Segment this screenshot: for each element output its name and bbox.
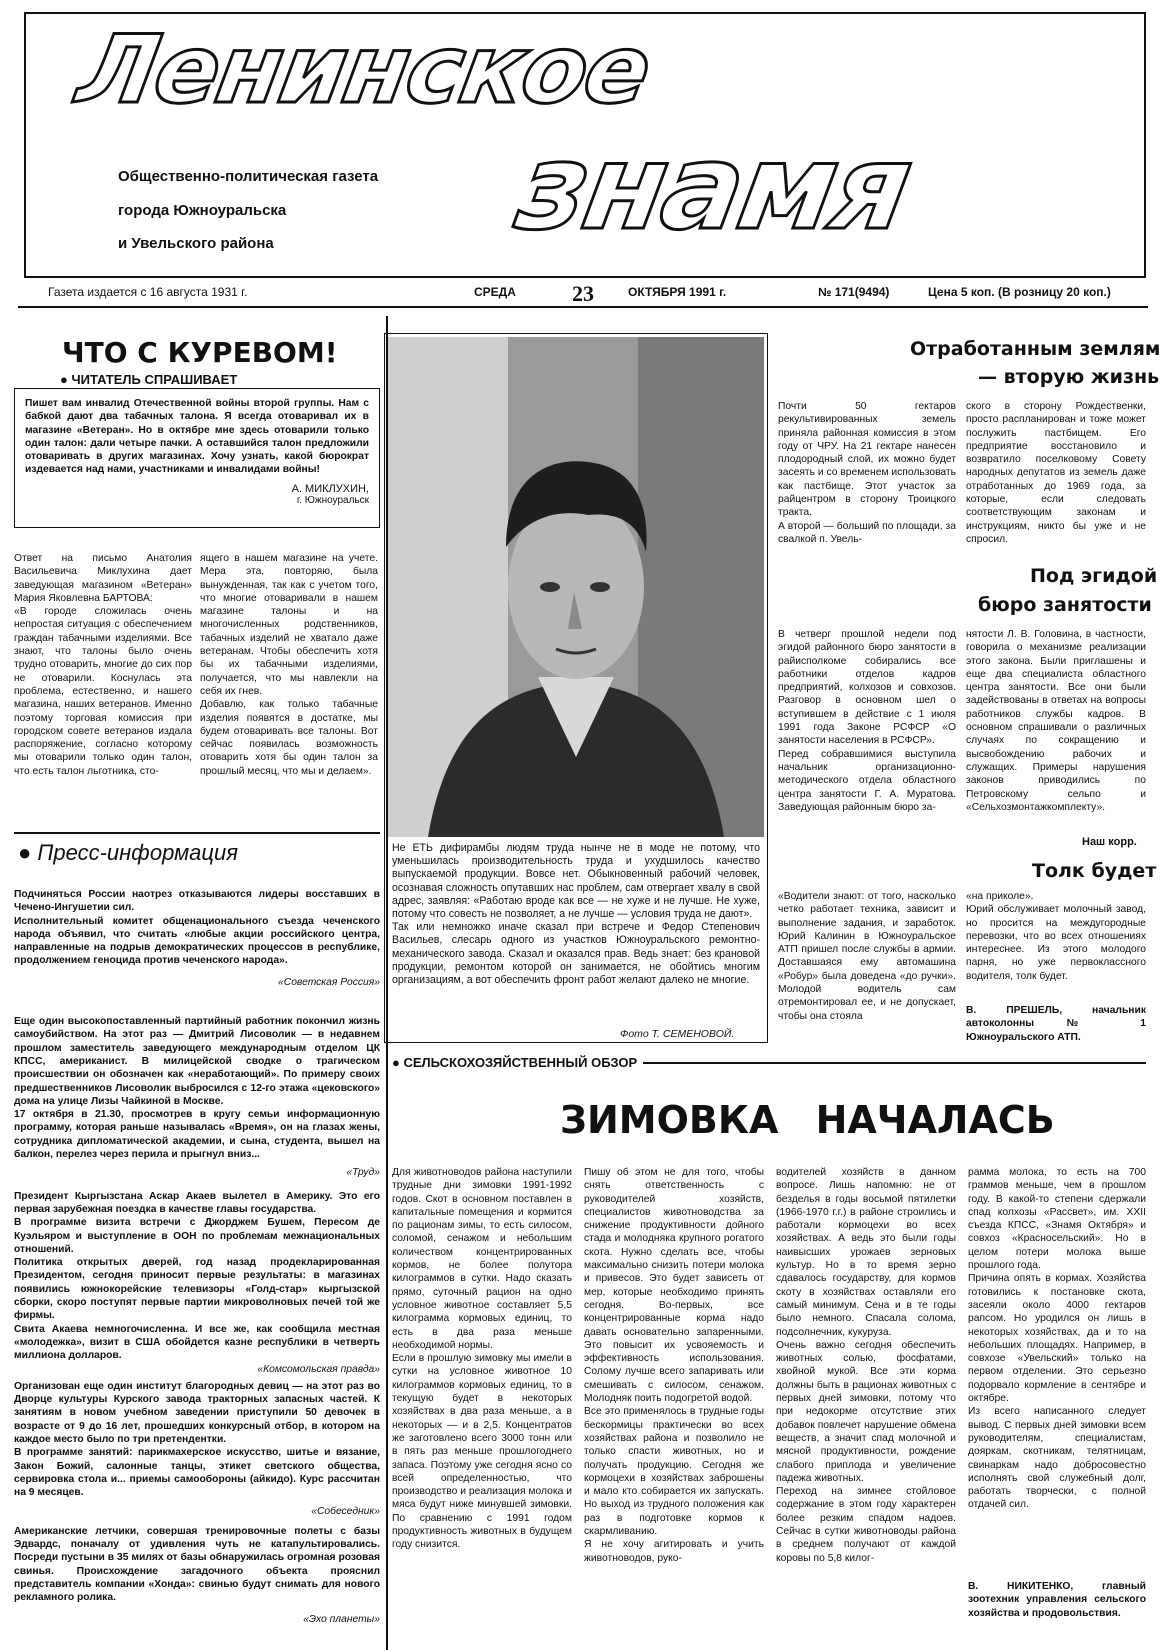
wintering-col4: рамма молока, то есть на 700 граммов меньше, чем в прошлом году. В какой-то степени сдержали спад колхозы «Рассвет», им. XXII съезда КПСС, «Знамя Октября» и совхоз «Красносельский». Но в целом потери молока выше прошлого года. Причина опять в кормах. Хозяйства готовились к постановке скота, засеяли около 4000 гектаров рапсом. Но уродился он лишь в некоторых хозяйствах, да и то на небольших площадях. Например, в совхозе «Увельский» только на первом отделении. Это серьезно подорвало кормление в сентябре и октябре. Из всего написанного следует вывод. С первых дней зимовки всем руководителям, специалистам, дояркам, скотникам, телятницам, свинаркам надо добросовестно исполнять свой служебный долг, работать творчески, с полной отдачей сил. (968, 1167, 1146, 1511)
worker-portrait-image (388, 337, 764, 837)
wintering-col1: Для животноводов района наступили трудные дни зимовки 1991-1992 годов. Скот в основном поставлен в капитальные помещения и кормится по рационам зимы, то есть силосом, соломой, сенажом и небольшим количеством концентрированных кормов, не более полутора килограммов в сутки. Надо сказать прямо, суточный рацион на одно условное животное составляет 5,5 килограмма кормовых единиц, то есть в два раза меньше необходимой нормы. Если в прошлую зимовку мы имели в сутки на условное животное 10 килограммов кормовых единиц, то в текущую будет в некоторых хозяйствах в два раза меньше, а в некоторых — и в 2,5. Концентратов же заготовлено всего 3000 тонн или в пять раз меньше прошлогоднего запаса. Поэтому уже сегодня ясно со всей определенностью, что производство и реализация молока и мяса будут ниже минувшей зимовки. По сравнению с 1991 годом продуктивность животных в будущем году снизится. (392, 1167, 572, 1551)
lands-heading-line2: — вторую жизнь (978, 366, 1160, 388)
tobacco-reply-col2: ящего в нашем магазине на учете. Мера эта, повторяю, была вынужденная, так как с учетом того, что многие отоваривали в нашем магазине талоны и на многочисленных родственников, табачных изделий не хватало даже ветеранам. Чтобы обеспечить хотя бы их табачными изделиями, получается, что мы навлекли на себя их гнев. Добавлю, как только табачные изделия появятся в достатке, мы будем отоваривать все талоны. Вот сейчас появилась возможность отоварить хотя бы один талон за прошлый месяц, что мы и делаем». (200, 553, 378, 777)
employment-col1: В четверг прошлой недели под эгидой районного бюро занятости в райисполкоме собирались все работники отделов кадров предприятий, колхозов и совхозов. Разговор в основном шел о вступившем в действие с 1 июля 1991 года Законе РСФСР «О занятости населения в РСФСР». Перед собравшимися выступила начальник организационно-методического отдела областного центра занятости Г. А. Муратова. Заведующая районным бюро за- (778, 629, 956, 813)
reader-letter-text: Пишет вам инвалид Отечественной войны второй группы. Нам с бабкой дают два табачных талона. Я всегда отоваривал их в магазине «Ветеран». Но в октябре мне здесь отоварили только один талон: дали четыре пачки. А оставшийся талон предложили отоваривать в других магазинах. Хочу узнать, какой бюрократ издевается над нами, участниками и инвалидами войны! (25, 398, 369, 476)
press-item-5-source: «Эхо планеты» (303, 1613, 380, 1625)
issue-since: Газета издается с 16 августа 1931 г. (48, 285, 248, 299)
issue-number: № 171(9494) (818, 285, 890, 299)
press-info-column (14, 888, 380, 1626)
tobacco-heading: ЧТО С КУРЕВОМ! (62, 336, 338, 369)
tolk-author: В. ПРЕШЕЛЬ, начальник автоколонны № 1 Южноуральского АТП. (966, 1005, 1146, 1043)
employment-heading-line2: бюро занятости (978, 594, 1152, 616)
subtitle-line-3: и Увельского района (118, 235, 274, 252)
press-item-3: Президент Кыргызстана Аскар Акаев вылетел в Америку. Это его первая зарубежная поездка в качестве главы государства. В программе визита встречи с Джорджем Бушем, Пересом де Куэльяром и выступление в ООН по проблемам межнациональных отношений. Политика открытых дверей, год назад продекларированная Президентом, сегодня приносит первые результаты: в магазинах появились южнокорейские телевизоры «Голд-стар» кыргызской сборки, скоро поступят первые партии микроволновых печей той же фирмы. Свита Акаева немногочисленна. И все же, как сообщила местная «молодежка», визит в США обойдется казне республики в четверть миллиона долларов. «Комсомольская правда» (14, 1190, 380, 1375)
photo-credit: Фото Т. СЕМЕНОВОЙ. (620, 1028, 735, 1040)
press-item-4: Организован еще один институт благородных девиц — на этот раз во Дворце культуры Курского завода тракторных запасных частей. К занятиям в новом учебном заведении приступили 50 девочек в возрасте от 9 до 16 лет, прошедших конкурсный отбор, в котором на каждое место было по три претендентки. В программе занятий: парикмахерское искусство, шитье и вязание, Закон Божий, салонные танцы, этикет светского общества, сервировка стола и... приемы самообороны (айкидо). Курс рассчитан на 9 месяцев. «Собеседник» (14, 1380, 380, 1518)
tolk-col2: «на приколе». Юрий обслуживает молочный завод, но просится на междугородные перевозки, что во всех отношениях интереснее. Из этого молодого парня, но уже первоклассного водителя, толк будет. (966, 891, 1146, 982)
subtitle-line-2: города Южноуральска (118, 202, 287, 219)
press-item-3-source: «Комсомольская правда» (257, 1363, 380, 1375)
employment-author: Наш корр. (1082, 836, 1137, 848)
lands-heading-line1: Отработанным землям (910, 338, 1161, 360)
wintering-author: В. НИКИТЕНКО, главный зоотехник управления сельского хозяйства и продовольствия. (968, 1581, 1146, 1619)
press-item-1-source: «Советская Россия» (278, 976, 380, 988)
issue-month-year: ОКТЯБРЯ 1991 г. (628, 285, 727, 299)
lands-col1: Почти 50 гектаров рекультивированных земель приняла районная комиссия в этом году от ЧРУ. На 21 гектаре нанесен плодородный слой, их можно будет засеять и со временем использовать как пастбище. Этот участок за райцентром в сторону Троицкого тракта. А второй — больший по площади, за свалкой п. Увель- (778, 401, 957, 545)
issue-weekday: СРЕДА (474, 285, 516, 299)
newspaper-title-line2: знамя (507, 118, 920, 256)
letter-city: г. Южноуральск (296, 494, 369, 506)
tobacco-reply-col1: Ответ на письмо Анатолия Васильевича Миклухина дает заведующая магазином «Ветеран» Мария Яковлевна БАРТОВА: «В городе сложилась очень непростая ситуация с обеспечением граждан табачными изделиями. Все знают, что талоны было очень трудно отоварить, многие до сих пор не отоварили. Коснулась эта проблема, естественно, и нашего магазина, наших ветеранов. Именно поэтому торговая комиссия при городском совете ветеранов издала распоряжение, согласно которому мы отоварили только один талон, что есть талон льготника, сто- (14, 553, 192, 777)
letter-author: А. МИКЛУХИН, (291, 482, 369, 495)
issue-price: Цена 5 коп. (В розницу 20 коп.) (928, 285, 1111, 299)
employment-col2: нятости Л. В. Головина, в частности, говорила о механизме реализации этого закона. Были приглашены и еще два специалиста областного центра занятости. Все они были задействованы в ответах на вопросы работников службы кадров. В основном спрашивали о различных случаях по сокращению и высвобождению рабочих и служащих. Примеры нарушения законов приводились по Петровскому сельпо и «Сельхозмонтажкомплекту». (966, 629, 1146, 813)
worker-photo (388, 337, 764, 837)
press-item-5: Американские летчики, совершая тренировочные полеты с базы Эдвардс, поначалу от удивления чуть не катапультировались. Посреди пустыни в 35 милях от базы обнаружилась огромная розовая свинья. Происхождение загадочного объекта прояснил представитель компании «Хонда»: свинью будут снимать для нового рекламного ролика. «Эхо планеты» (14, 1525, 380, 1625)
press-item-2: Еще один высокопоставленный партийный работник покончил жизнь самоубийством. На этот раз — Дмитрий Лисоволик — в недавнем прошлом заместитель заведующего международным отделом ЦК КПСС, американист. В милицейской сводке о трагическом происшествии он обозначен как «неработающий». По примеру своих предшественников Лисоволик выбросился с 12-го этажа «цековского» дома на улице Лизы Чайкиной в Москве. 17 октября в 21.30, просмотрев в кругу семьи информационную программу, которая раньше называлась «Время», он на глазах жены, сотрудника дипломатической академии, и сына, студента, вышел на балкон, перелез через перила и прыгнул вниз... «Труд» (14, 1016, 380, 1179)
press-heading: ● Пресс-информация (18, 840, 238, 865)
review-rubric: ● СЕЛЬСКОХОЗЯЙСТВЕННЫЙ ОБЗОР (392, 1055, 643, 1070)
press-item-1: Подчиняться России наотрез отказываются лидеры восставших в Чечено-Ингушетии сил. Исполнительный комитет общенационального съезда чеченского народа объявил, что считать «любые акции российского центра, направленные на подрыв демократических процессов в республике, продолжением геноцида против чеченского народа». «Советская Россия» (14, 889, 380, 988)
tolk-heading: Толк будет (1032, 860, 1157, 882)
wintering-col3: водителей хозяйств в данном вопросе. Лишь напомню: не от безделья в годы восьмой пятилетки (1966-1970 г.г.) в районе строились и работали кормоцехи во всех хозяйствах. А ведь это были годы наивысших урожаев зерновых культур. Но в то время зерно сдавалось государству, для кормов скоту в хозяйствах оставляли его самый минимум. Сена и в те годы было немного. Спасала солома, подсолнечник, кукуруза. Очень важно сегодня обеспечить животных солью, фосфатами, хвойной мукой. Все эти корма должны быть в рационах животных с первых дней зимовки, потому что при недокорме отсутствие этих добавок повлечет нарушение обмена веществ, а значит спад молочной и мясной продуктивности, рождение слабого приплода и увеличение падежа животных. Переход на зимнее стойловое содержание в этом году характерен более резким спадом надоев. Сейчас в сутки животноводы района в среднем получают от каждой коровы по 5,8 килог- (776, 1167, 956, 1564)
tolk-col1: «Водители знают: от того, насколько четко работает техника, зависит и выполнение задания, и заработок. Юрий Калинин в Южноуральское АТП пришел после службы в армии. Доставшаяся ему автомашина «Робур» была доведена «до ручки». Молодой водитель сам отремонтировал ее, и не допускает, чтобы она стояла (778, 891, 956, 1022)
masthead-rule (18, 306, 1148, 308)
issue-day: 23 (572, 281, 594, 306)
newspaper-title-line1: Ленинское (70, 16, 658, 125)
photo-story-text: Не ЕТЬ дифирамбы людям труда нынче не в моде не потому, что уменьшилась производительность труда и ухудшилось качество выпускаемой продукции. Вовсе нет. Обыкновенный рабочий человек, осознавая сложность опутавших нас проблем, сам отвергает хвалу в свой адрес, заявляя: «Работаю вроде как все — не хуже и не лучше. Не хуже, потому что совесть не позволяет, а не лучше — условия труда не дают». Так или немножко иначе сказал при встрече и Федор Степенович Васильев, слесарь одного из участков Южноуральского ремонтно-механического завода. Сказал и оказался прав. Ведь знает: без крановой продукции, ремонтом которой он занимается, не обойтись многим организациям, а вот обеспечить фронт работ желают далеко не многие. (392, 842, 760, 987)
lands-col2: ского в сторону Рождественки, просто распланирован и тоже может послужить пастбищем. Его предприятие восстановило и возвратило поселковому Совету народных депутатов из земель даже отработанных до 1969 года, за которые, если следовать соответствующим законам и инструкциям, никто бы уже и не спросил. (966, 401, 1146, 545)
press-item-2-source: «Труд» (346, 1167, 380, 1179)
reader-letter-box (14, 388, 380, 528)
press-item-4-source: «Собеседник» (311, 1506, 380, 1518)
tobacco-rubric: ● ЧИТАТЕЛЬ СПРАШИВАЕТ (60, 372, 238, 387)
wintering-col2: Пишу об этом не для того, чтобы снять ответственность с руководителей хозяйств, специалистов животноводства за снижение продуктивности дойного стада и молодняка крупного рогатого скота. Нужно сделать все, чтобы максимально снизить потери молока и привесов. Это будет зависеть от мер, которые необходимо принять сегодня. Во-первых, все концентрированные корма надо давать основательно запаренными. Это повысит их усвояемость и эффективность использования. Солому лучше всего запаривать или смешивать с силосом, сенажом. Молодняк поить подогретой водой. Все это применялось в трудные годы бескормицы практически во всех хозяйствах района и позволило не только спасти животных, но и получать продукцию. Сегодня же кормоцехи в хозяйствах заброшены и мало кто собирается их запускать. Но выход из трудного положения как раз в подготовке кормов к скармливанию. Я не хочу агитировать и учить животноводов, руко- (584, 1167, 764, 1564)
subtitle-line-1: Общественно-политическая газета (118, 168, 379, 185)
employment-heading-line1: Под эгидой (1030, 565, 1158, 587)
press-top-rule (14, 832, 380, 834)
wintering-heading: ЗИМОВКА НАЧАЛАСЬ (560, 1098, 1055, 1142)
